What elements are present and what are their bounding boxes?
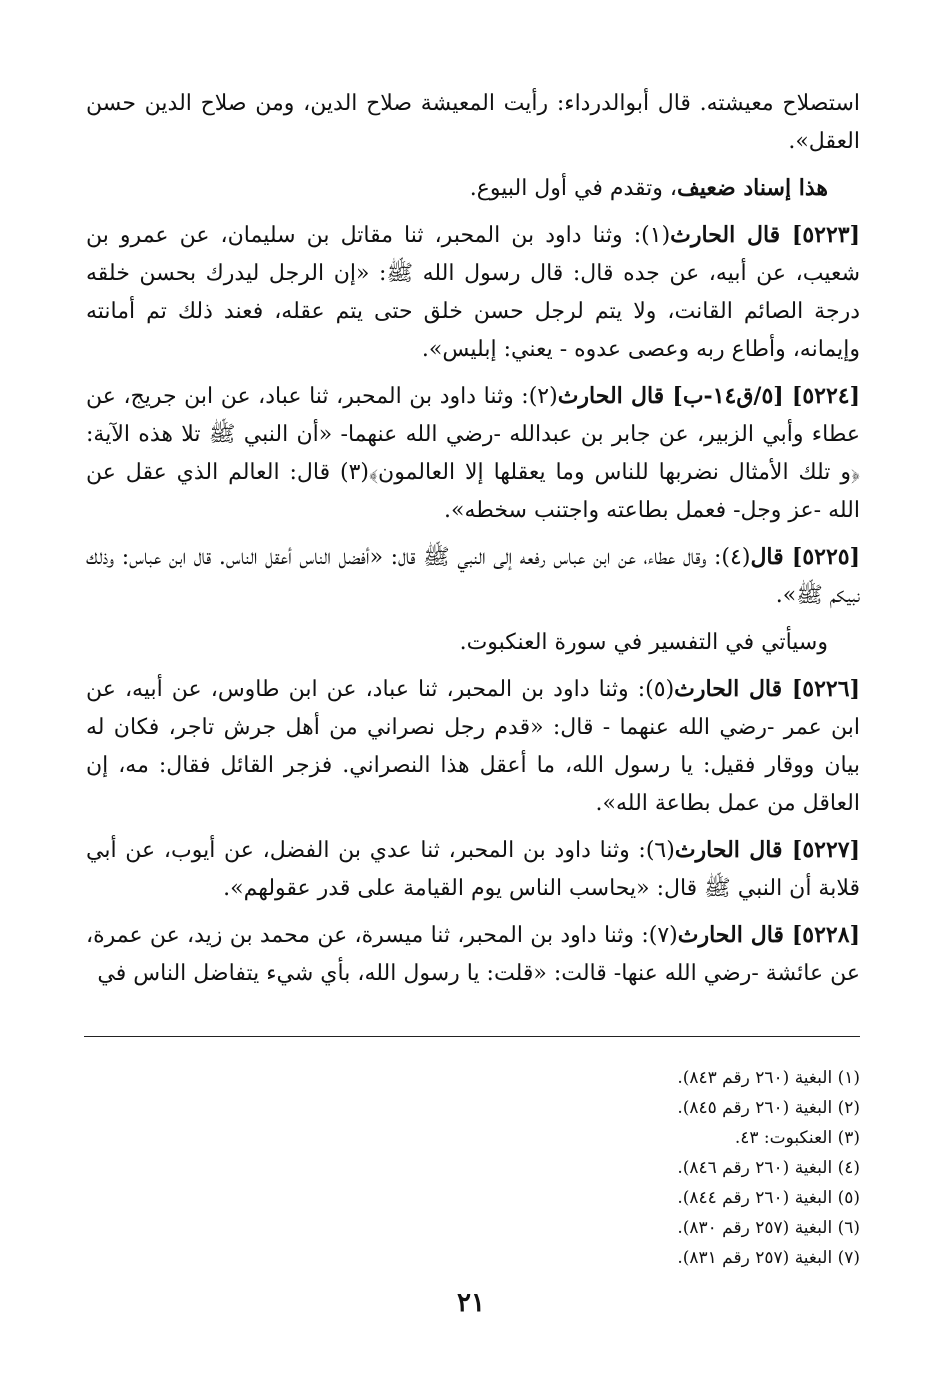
footnote: (٥) البغية (٢٦٠ رقم ٨٤٤).: [677, 1188, 860, 1208]
footnote: (١) البغية (٢٦٠ رقم ٨٤٣).: [677, 1068, 860, 1088]
hadith-number: [٥٢٢٦] قال الحارث: [674, 676, 860, 702]
paragraph-bold-prefix: هذا إسناد ضعيف: [677, 175, 828, 201]
hadith-number: [٥٢٢٣] قال الحارث: [670, 222, 860, 248]
paragraph-text: ، وتقدم في أول البيوع.: [469, 176, 678, 201]
footnote: (٣) العنكبوت: ٤٣.: [734, 1128, 860, 1148]
paragraph-text: استصلاح معيشته. قال أبوالدرداء: رأيت المعيشة صلاح الدين، ومن صلاح الدين حسن العقل».: [86, 91, 860, 154]
hadith-number: [٥٢٢٥] قال: [750, 544, 860, 570]
paragraph-note: [86, 623, 860, 662]
hadith-number: [٥٢٢٨] قال الحارث: [677, 922, 860, 948]
hadith-5224: [86, 377, 860, 530]
hadith-5226: [86, 670, 860, 823]
footnotes: [84, 1036, 860, 1273]
page-number: ٢١: [457, 1288, 485, 1318]
paragraph-text: وسيأتي في التفسير في سورة العنكبوت.: [459, 630, 828, 655]
footnote: (٤) البغية (٢٦٠ رقم ٨٤٦).: [677, 1158, 860, 1178]
footnote: (٢) البغية (٢٦٠ رقم ٨٤٥).: [677, 1098, 860, 1118]
main-text: [86, 84, 860, 1001]
hadith-5227: [86, 831, 860, 908]
hadith-number: [٥٢٢٧] قال الحارث: [674, 837, 860, 863]
hadith-5228: [86, 916, 860, 993]
paragraph-continuation: [86, 84, 860, 161]
footnote: (٧) البغية (٢٥٧ رقم ٨٣١).: [677, 1248, 860, 1268]
hadith-text: (٧): وثنا داود بن المحبر، ثنا ميسرة، عن محمد بن زيد، عن عمرة، عن عائشة -رضي الله عنها- قالت: «قلت: يا رسول الله، بأي شيء يتفاضل الناس في: [86, 923, 860, 986]
footnote: (٦) البغية (٢٥٧ رقم ٨٣٠).: [677, 1218, 860, 1238]
hadith-text: (٤): وقال عطاء، عن ابن عباس رفعه إلى النبي ﷺ قال: «أفضل الناس أعقل الناس. قال ابن عباس: وذلك نبيكم ﷺ».: [86, 545, 860, 608]
hadith-text: (٥): وثنا داود بن المحبر، ثنا عباد، عن ابن طاوس، عن أبيه، عن ابن عمر -رضي الله عنهما - قال: «قدم رجل نصراني من أهل جرش تاجر، فكان له بيان ووقار فقيل: يا رسول الله، ما أعقل هذا النصراني. فزجر القائل فقال: مه، إن العاقل من عمل بطاعة الله».: [86, 677, 860, 816]
paragraph-grading: [86, 169, 860, 208]
hadith-5223: [86, 216, 860, 369]
hadith-text: (١): وثنا داود بن المحبر، ثنا مقاتل بن سليمان، عن عمرو بن شعيب، عن أبيه، عن جده قال: قال رسول الله ﷺ: «إن الرجل ليدرك بحسن خلقه درجة الصائم القانت، ولا يتم لرجل حسن خلق حتى يتم عقله، فعند ذلك تم أمانته وإيمانه، وأطاع ربه وعصى عدوه - يعني: إبليس».: [86, 223, 860, 362]
hadith-number: [٥٢٢٤] [٥/ق١٤-ب] قال الحارث: [557, 383, 861, 409]
hadith-text: (٦): وثنا داود بن المحبر، ثنا عدي بن الفضل، عن أيوب، عن أبي قلابة أن النبي ﷺ قال: «يحاسب الناس يوم القيامة على قدر عقولهم».: [86, 838, 860, 901]
hadith-5225: [86, 538, 860, 615]
hadith-text: (٢): وثنا داود بن المحبر، ثنا عباد، عن ابن جريج، عن عطاء وأبي الزبير، عن جابر بن عبدالله -رضي الله عنهما- «أن النبي ﷺ تلا هذه الآية: ﴿و تلك الأمثال نضربها للناس وما يعقلها إلا العالمون﴾(٣) قال: العالم الذي عقل عن الله -عز وجل- فعمل بطاعته واجتنب سخطه».: [86, 384, 860, 523]
